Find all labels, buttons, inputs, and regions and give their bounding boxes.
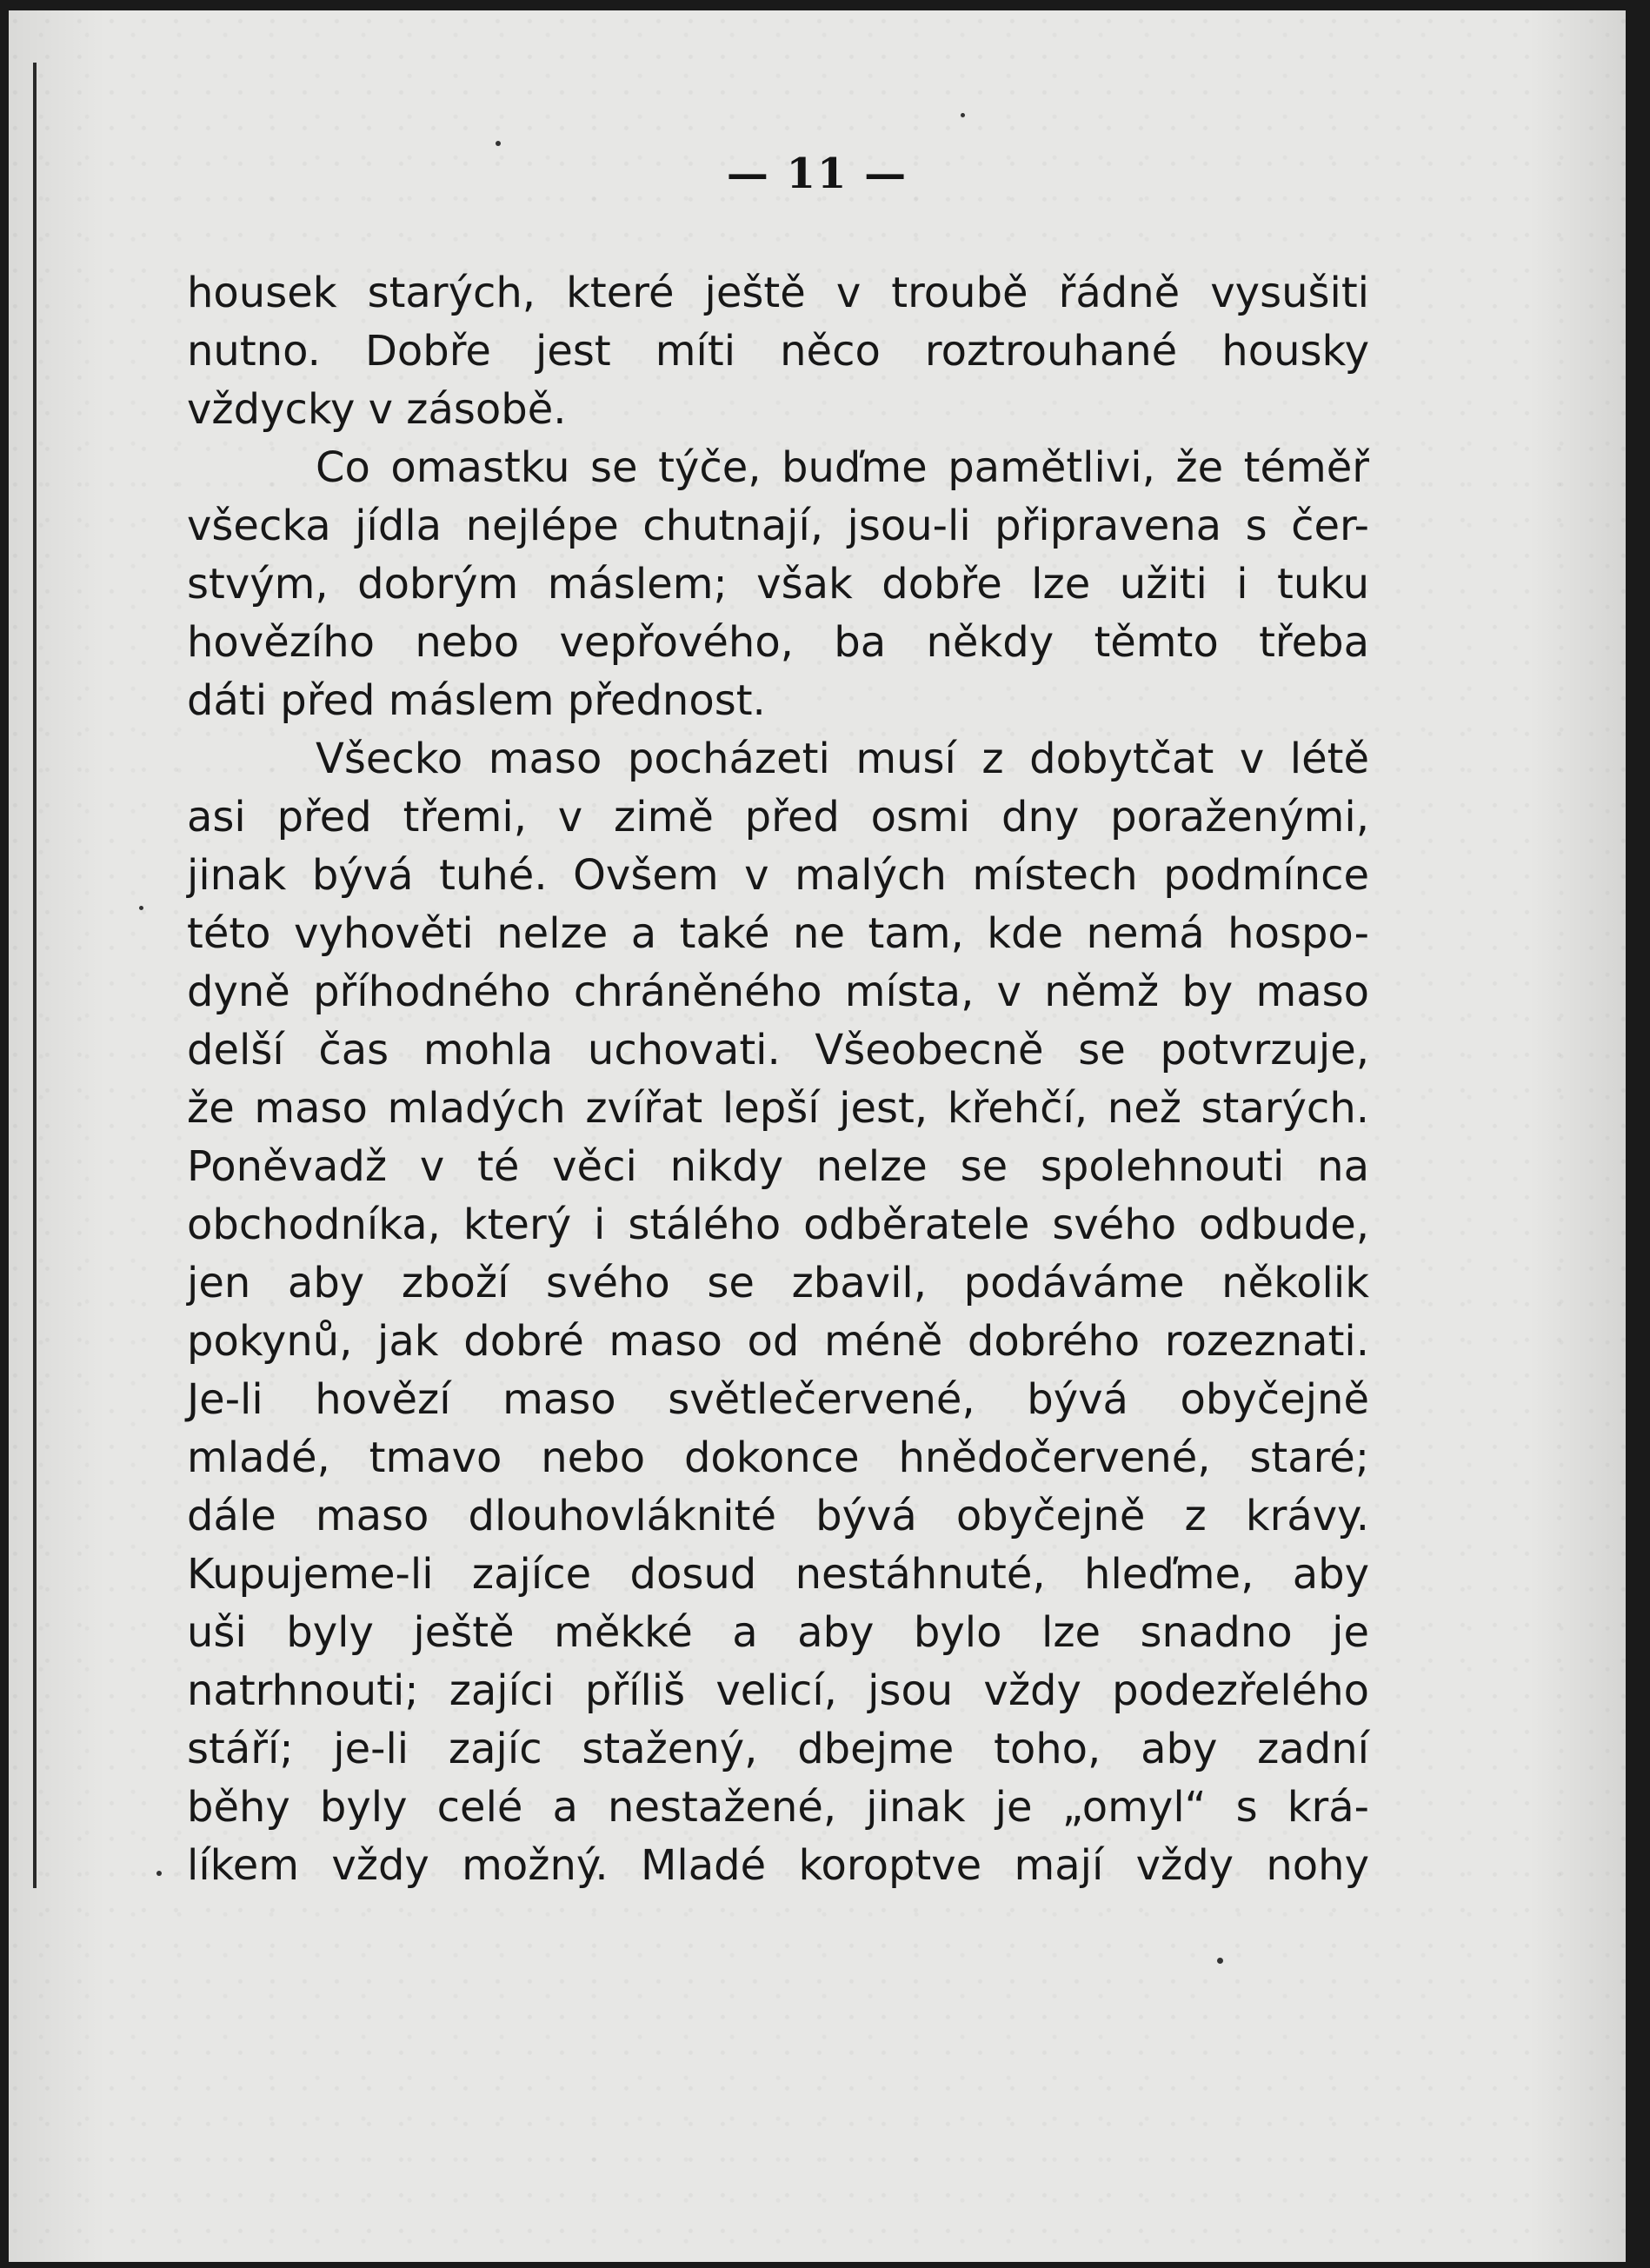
text-line: jinak bývá tuhé. Ovšem v malých místech podmínce — [187, 851, 1369, 900]
text-line: běhy byly celé a nestažené, jinak je „omyl“ s krá- — [187, 1783, 1369, 1832]
paragraph-start-line: Co omastku se týče, buďme pamětlivi, že téměř — [316, 443, 1369, 492]
text-line: této vyhověti nelze a také ne tam, kde nemá hospo- — [187, 909, 1369, 958]
page-number: — 11 — — [726, 150, 908, 198]
text-line: stáří; je-li zajíc stažený, dbejme toho, aby zadní — [187, 1725, 1369, 1773]
text-line: že maso mladých zvířat lepší jest, křehčí, než starých. — [187, 1084, 1369, 1133]
text-line: housek starých, které ještě v troubě řádně vysušiti — [187, 269, 1369, 317]
text-line: všecka jídla nejlépe chutnají, jsou-li připravena s čer- — [187, 502, 1369, 550]
print-speck — [961, 113, 965, 117]
text-line: stvým, dobrým máslem; však dobře lze užiti i tuku — [187, 560, 1369, 609]
text-line: líkem vždy možný. Mladé koroptve mají vždy nohy — [187, 1841, 1369, 1890]
text-line: asi před třemi, v zimě před osmi dny poraženými, — [187, 793, 1369, 841]
text-line: jen aby zboží svého se zbavil, podáváme několik — [187, 1259, 1369, 1307]
text-line: mladé, tmavo nebo dokonce hnědočervené, staré; — [187, 1433, 1369, 1482]
text-line: dáti před máslem přednost. — [187, 676, 766, 725]
text-line: uši byly ještě měkké a aby bylo lze snadno je — [187, 1608, 1369, 1657]
text-line: vždycky v zásobě. — [187, 385, 567, 434]
text-line: natrhnouti; zajíci příliš velicí, jsou vždy podezřelého — [187, 1666, 1369, 1715]
body-text — [187, 264, 1369, 1895]
text-line: hovězího nebo vepřového, ba někdy těmto třeba — [187, 618, 1369, 667]
text-line: Kupujeme-li zajíce dosud nestáhnuté, hleďme, aby — [187, 1550, 1369, 1599]
paragraph-start-line: Všecko maso pocházeti musí z dobytčat v létě — [316, 735, 1369, 783]
print-speck — [496, 141, 501, 146]
text-line: dyně příhodného chráněného místa, v němž by maso — [187, 968, 1369, 1016]
text-line: delší čas mohla uchovati. Všeobecně se potvrzuje, — [187, 1026, 1369, 1074]
text-line: Je-li hovězí maso světlečervené, bývá obyčejně — [187, 1375, 1369, 1424]
print-speck — [156, 1871, 162, 1876]
text-line: Poněvadž v té věci nikdy nelze se spolehnouti na — [187, 1142, 1369, 1191]
text-line: pokynů, jak dobré maso od méně dobrého rozeznati. — [187, 1317, 1369, 1366]
print-speck — [1217, 1958, 1223, 1964]
print-speck — [139, 906, 143, 910]
text-line: nutno. Dobře jest míti něco roztrouhané housky — [187, 327, 1369, 376]
book-page — [9, 10, 1626, 2262]
text-line: dále maso dlouhovláknité bývá obyčejně z krávy. — [187, 1492, 1369, 1540]
binding-edge — [33, 63, 37, 1888]
text-line: obchodníka, který i stálého odběratele svého odbude, — [187, 1201, 1369, 1249]
